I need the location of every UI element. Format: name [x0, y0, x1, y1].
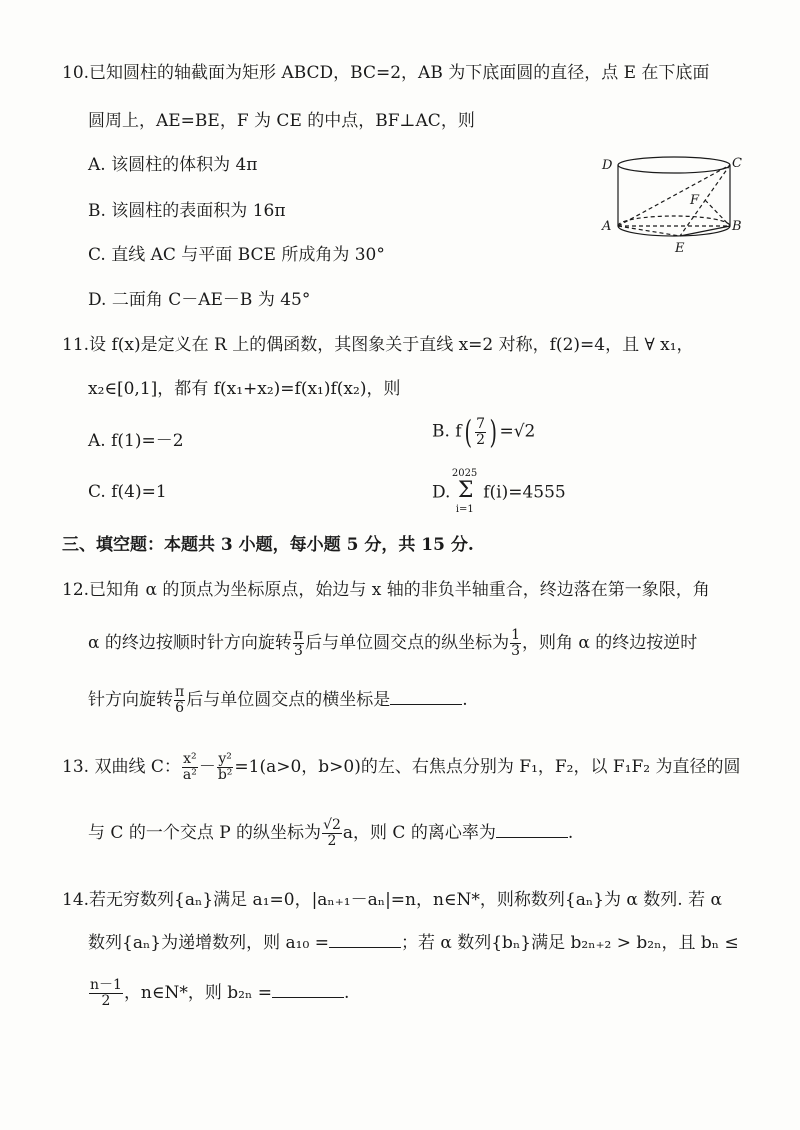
fig-label-f: F: [690, 193, 700, 208]
fig-label-d: D: [602, 158, 613, 173]
cylinder-figure: [598, 148, 748, 258]
q13-line1: 13. 双曲线 C： $\frac{\text{x²}}{\text{a²}}$ － $\frac{\text{y²}}{\text{b²}}$ =1(a>0，b>0)的左、右焦点分别为 F₁，F₂，以 F₁F₂ 为直径的圆: [62, 751, 741, 783]
q11-option-a: A. f(1)=－2: [88, 431, 184, 451]
q10-option-c: C. 直线 AC 与平面 BCE 所成角为 30°: [88, 245, 385, 265]
q14-line1: 14.若无穷数列{aₙ}满足 a₁=0，|aₙ₊₁－aₙ|=n，n∈N*，则称数列{aₙ}为 α 数列. 若 α: [62, 890, 722, 910]
q10-option-b: B. 该圆柱的表面积为 16π: [88, 201, 286, 221]
q11-line1: 11.设 f(x)是定义在 R 上的偶函数，其图象关于直线 x=2 对称，f(2)=4，且 ∀ x₁，: [62, 335, 694, 355]
q10-line2: 圆周上，AE=BE，F 为 CE 的中点，BF⊥AC，则: [88, 111, 475, 131]
fig-label-c: C: [732, 156, 742, 171]
q12-line2: α 的终边按顺时针方向旋转 $\frac{\pi}{3}$ 后与单位圆交点的纵坐标为 $\frac{1}{3}$ ，则角 α 的终边按逆时: [88, 627, 698, 659]
q12-answer-blank[interactable]: [390, 704, 462, 705]
fig-label-b: B: [732, 219, 742, 234]
fig-label-a: A: [602, 219, 612, 234]
section-3-heading: 三、填空题：本题共 3 小题，每小题 5 分，共 15 分.: [62, 535, 474, 555]
q11-option-c: C. f(4)=1: [88, 482, 167, 502]
q11-line2: x₂∈[0,1]，都有 f(x₁+x₂)=f(x₁)f(x₂)，则: [88, 379, 401, 399]
q14-line2: 数列{aₙ}为递增数列，则 a₁₀ = ；若 α 数列{bₙ}满足 b₂ₙ₊₂ > b₂ₙ，且 bₙ ≤: [88, 933, 739, 953]
fig-label-e: E: [675, 241, 685, 256]
q10-option-d: D. 二面角 C－AE－B 为 45°: [88, 290, 311, 310]
q14-line3: $\frac{n-1}{2}$ ，n∈N*，则 b₂ₙ = .: [90, 977, 350, 1009]
q13-answer-blank[interactable]: [496, 837, 568, 838]
q14-answer-blank-1[interactable]: [329, 947, 401, 948]
q10-line1: 10.已知圆柱的轴截面为矩形 ABCD，BC=2，AB 为下底面圆的直径，点 E 在下底面: [62, 63, 710, 83]
q13-line2: 与 C 的一个交点 P 的纵坐标为 $\frac{√2}{2}$ a，则 C 的离心率为 .: [88, 817, 574, 849]
summation-symbol: 2025 Σ i=1: [451, 468, 478, 515]
q12-line1: 12.已知角 α 的顶点为坐标原点，始边与 x 轴的非负半轴重合，终边落在第一象限，角: [62, 580, 710, 600]
q11-option-d: D. 2025 Σ i=1 f(i)=4555: [432, 468, 566, 515]
q12-line3: 针方向旋转 $\frac{\pi}{6}$ 后与单位圆交点的横坐标是 .: [88, 684, 468, 716]
q11-option-b: B. f( $\frac{7}{2}$ ) =√2: [432, 413, 536, 451]
q14-answer-blank-2[interactable]: [272, 997, 344, 998]
q10-option-a: A. 该圆柱的体积为 4π: [88, 155, 258, 175]
